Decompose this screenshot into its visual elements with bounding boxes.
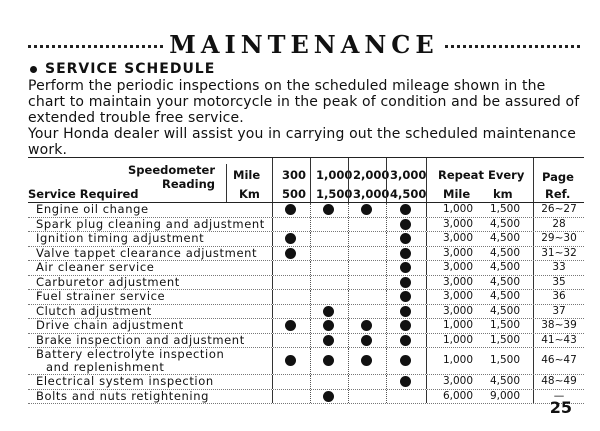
- repeat-km: 4,500: [489, 275, 521, 288]
- grid-line: [310, 334, 311, 348]
- page-title: MAINTENANCE: [169, 29, 439, 59]
- grid-line: [386, 232, 387, 246]
- grid-line: [310, 375, 311, 389]
- service-name-line-1: Bolts and nuts retightening: [36, 388, 209, 403]
- page-ref: 33: [552, 261, 566, 273]
- table-row: [28, 247, 584, 262]
- repeat-mile: 3,000: [442, 304, 474, 317]
- grid-line: [386, 261, 387, 275]
- grid-line: [348, 261, 349, 275]
- grid-line: [272, 158, 273, 202]
- grid-line: [426, 247, 427, 261]
- grid-line: [533, 319, 534, 333]
- grid-line: [533, 232, 534, 246]
- header-mile-col-3: 2,000: [353, 168, 390, 182]
- grid-line: [272, 348, 273, 374]
- intro-paragraph-1: Perform the periodic inspections on the scheduled mileage shown in the chart to maintain your motorcycle in the peak of condition and be assured of extended trouble free service.: [28, 78, 580, 126]
- repeat-mile: 3,000: [442, 232, 474, 244]
- table-header: [28, 158, 584, 203]
- repeat-mile: 6,000: [442, 389, 474, 402]
- grid-line: [348, 334, 349, 348]
- repeat-mile: 3,000: [442, 261, 474, 273]
- table-row: [28, 203, 584, 218]
- repeat-mile: 1,000: [442, 354, 474, 366]
- header-repeat: Repeat: [438, 168, 484, 182]
- header-mile-col-4: 3,000: [390, 168, 427, 182]
- grid-line: [348, 319, 349, 333]
- grid-line: [533, 203, 534, 217]
- schedule-dot: [400, 320, 411, 331]
- grid-line: [426, 305, 427, 319]
- schedule-dot: [285, 233, 296, 244]
- repeat-km: 4,500: [489, 304, 521, 317]
- table-row: [28, 276, 584, 291]
- grid-line: [386, 390, 387, 404]
- repeat-km: 9,000: [489, 389, 521, 402]
- grid-line: [226, 164, 227, 202]
- service-name: [36, 247, 266, 260]
- repeat-mile: 3,000: [442, 375, 474, 387]
- service-name-line-1: Ignition timing adjustment: [36, 231, 205, 245]
- grid-line: [533, 261, 534, 275]
- table-row: [28, 218, 584, 233]
- grid-line: [426, 203, 427, 217]
- grid-line: [533, 375, 534, 389]
- grid-line: [386, 334, 387, 348]
- grid-line: [272, 375, 273, 389]
- service-name: [36, 390, 266, 403]
- header-mile-col-1: 300: [282, 168, 307, 182]
- service-name: [36, 290, 266, 303]
- table-row: [28, 232, 584, 247]
- schedule-dot: [285, 355, 296, 366]
- schedule-dot: [323, 335, 334, 346]
- page-number: 25: [549, 398, 572, 417]
- service-name: [36, 375, 266, 388]
- title-row: [28, 24, 580, 64]
- grid-line: [426, 290, 427, 304]
- header-mile: Mile: [233, 168, 261, 182]
- schedule-dot: [361, 355, 372, 366]
- page-ref: 26~27: [541, 203, 577, 215]
- grid-line: [533, 218, 534, 232]
- schedule-dot: [361, 320, 372, 331]
- grid-line: [426, 319, 427, 333]
- grid-line: [348, 290, 349, 304]
- page-ref: —: [553, 389, 565, 402]
- service-name-line-2: and replenishment: [46, 359, 165, 374]
- grid-line: [533, 290, 534, 304]
- grid-line: [348, 375, 349, 389]
- service-name-line-1: Electrical system inspection: [36, 374, 214, 388]
- page-ref: 37: [552, 304, 566, 317]
- grid-line: [426, 218, 427, 232]
- repeat-km: 4,500: [489, 232, 521, 244]
- grid-line: [310, 232, 311, 246]
- grid-line: [348, 348, 349, 374]
- table-row: [28, 319, 584, 334]
- grid-line: [386, 319, 387, 333]
- grid-line: [386, 276, 387, 290]
- service-name: [36, 305, 266, 318]
- grid-line: [348, 158, 349, 202]
- header-reading: Reading: [162, 177, 216, 191]
- repeat-mile: 3,000: [442, 217, 474, 230]
- grid-line: [272, 218, 273, 232]
- table-row: [28, 390, 584, 405]
- service-name-line-1: Engine oil change: [36, 202, 149, 216]
- intro-text: [28, 78, 584, 158]
- table-row: [28, 334, 584, 349]
- grid-line: [426, 390, 427, 404]
- service-name-line-1: Battery electrolyte inspection: [36, 347, 225, 361]
- repeat-mile: 1,000: [442, 203, 474, 215]
- service-schedule-table: [28, 157, 584, 404]
- page-ref: 29~30: [541, 232, 577, 244]
- service-name-line-1: Drive chain adjustment: [36, 318, 184, 332]
- table-row: [28, 290, 584, 305]
- grid-line: [386, 348, 387, 374]
- service-name-line-1: Valve tappet clearance adjustment: [36, 245, 258, 260]
- table-row: [28, 348, 584, 375]
- schedule-dot: [400, 262, 411, 273]
- schedule-dot: [323, 355, 334, 366]
- service-name-line-1: Fuel strainer service: [36, 289, 166, 303]
- header-repeat-mile: Mile: [443, 187, 471, 201]
- schedule-dot: [285, 320, 296, 331]
- schedule-dot: [400, 291, 411, 302]
- grid-line: [386, 158, 387, 202]
- header-repeat-km: km: [493, 187, 513, 201]
- grid-line: [533, 305, 534, 319]
- header-page: Page: [542, 170, 574, 184]
- grid-line: [272, 276, 273, 290]
- page-ref: 41~43: [541, 333, 577, 346]
- schedule-dot: [400, 335, 411, 346]
- grid-line: [426, 334, 427, 348]
- header-km-col-4: 4,500: [390, 187, 427, 201]
- grid-line: [272, 203, 273, 217]
- grid-line: [310, 319, 311, 333]
- header-speedometer: Speedometer: [128, 163, 215, 177]
- schedule-dot: [285, 204, 296, 215]
- grid-line: [272, 334, 273, 348]
- grid-line: [348, 247, 349, 261]
- repeat-mile: 3,000: [442, 246, 474, 259]
- grid-line: [386, 305, 387, 319]
- schedule-dot: [400, 306, 411, 317]
- page-ref: 38~39: [541, 319, 577, 331]
- header-km-col-3: 3,000: [353, 187, 390, 201]
- grid-line: [533, 348, 534, 374]
- schedule-dot: [285, 248, 296, 259]
- repeat-km: 1,500: [489, 354, 521, 366]
- schedule-dot: [400, 355, 411, 366]
- title-rule-right: [445, 45, 580, 48]
- repeat-mile: 1,000: [442, 333, 474, 346]
- page-ref: 48~49: [541, 375, 577, 387]
- repeat-km: 4,500: [489, 246, 521, 259]
- service-name: [36, 348, 266, 373]
- grid-line: [386, 203, 387, 217]
- page-ref: 31~32: [541, 246, 577, 259]
- repeat-km: 1,500: [489, 333, 521, 346]
- section-heading: [30, 61, 215, 77]
- table-row: [28, 261, 584, 276]
- grid-line: [348, 203, 349, 217]
- grid-line: [426, 276, 427, 290]
- table-row: [28, 375, 584, 390]
- repeat-mile: 3,000: [442, 290, 474, 302]
- grid-line: [310, 247, 311, 261]
- schedule-dot: [323, 391, 334, 402]
- schedule-dot: [323, 204, 334, 215]
- section-title: SERVICE SCHEDULE: [45, 61, 216, 77]
- grid-line: [310, 158, 311, 202]
- schedule-dot: [400, 376, 411, 387]
- grid-line: [426, 232, 427, 246]
- bullet-icon: [30, 66, 37, 73]
- grid-line: [272, 247, 273, 261]
- schedule-dot: [361, 204, 372, 215]
- grid-line: [272, 290, 273, 304]
- grid-line: [348, 276, 349, 290]
- grid-line: [426, 348, 427, 374]
- grid-line: [386, 375, 387, 389]
- header-km-col-2: 1,500: [316, 187, 353, 201]
- repeat-km: 4,500: [489, 261, 521, 273]
- service-name-line-1: Clutch adjustment: [36, 303, 152, 318]
- repeat-mile: 1,000: [442, 319, 474, 331]
- grid-line: [310, 348, 311, 374]
- page-ref: 36: [552, 290, 566, 302]
- page-ref: 28: [552, 217, 566, 230]
- schedule-dot: [400, 277, 411, 288]
- grid-line: [386, 218, 387, 232]
- grid-line: [348, 218, 349, 232]
- page-ref: 46~47: [541, 354, 577, 366]
- grid-line: [272, 390, 273, 404]
- title-rule-left: [28, 45, 163, 48]
- service-name: [36, 261, 266, 274]
- grid-line: [272, 261, 273, 275]
- header-km-col-1: 500: [282, 187, 307, 201]
- repeat-km: 4,500: [489, 217, 521, 230]
- service-name-line-1: Brake inspection and adjustment: [36, 332, 245, 347]
- grid-line: [310, 218, 311, 232]
- grid-line: [310, 276, 311, 290]
- repeat-km: 1,500: [489, 203, 521, 215]
- header-ref: Ref.: [545, 187, 571, 201]
- grid-line: [272, 319, 273, 333]
- header-mile-col-2: 1,000: [316, 168, 353, 182]
- table-row: [28, 305, 584, 320]
- schedule-dot: [400, 248, 411, 259]
- grid-line: [533, 247, 534, 261]
- repeat-km: 1,500: [489, 319, 521, 331]
- header-service-required: Service Required: [28, 187, 139, 201]
- grid-line: [348, 232, 349, 246]
- grid-line: [426, 261, 427, 275]
- service-name: [36, 232, 266, 245]
- grid-line: [310, 290, 311, 304]
- service-name-line-1: Spark plug cleaning and adjustment: [36, 216, 265, 231]
- grid-line: [533, 334, 534, 348]
- grid-line: [272, 305, 273, 319]
- repeat-km: 4,500: [489, 375, 521, 387]
- grid-line: [426, 158, 427, 202]
- schedule-dot: [400, 204, 411, 215]
- service-name-line-1: Carburetor adjustment: [36, 274, 180, 289]
- grid-line: [533, 158, 534, 202]
- schedule-dot: [361, 335, 372, 346]
- header-km: Km: [239, 187, 260, 201]
- grid-line: [386, 247, 387, 261]
- service-name: [36, 218, 266, 231]
- schedule-dot: [400, 219, 411, 230]
- service-name: [36, 203, 266, 216]
- grid-line: [310, 203, 311, 217]
- grid-line: [426, 375, 427, 389]
- service-name-line-1: Air cleaner service: [36, 260, 155, 274]
- repeat-km: 4,500: [489, 290, 521, 302]
- schedule-dot: [323, 320, 334, 331]
- grid-line: [348, 305, 349, 319]
- grid-line: [272, 232, 273, 246]
- schedule-dot: [323, 306, 334, 317]
- service-name: [36, 334, 266, 347]
- repeat-mile: 3,000: [442, 275, 474, 288]
- service-name: [36, 319, 266, 332]
- grid-line: [533, 390, 534, 404]
- grid-line: [386, 290, 387, 304]
- grid-line: [310, 261, 311, 275]
- header-every: Every: [488, 168, 525, 182]
- grid-line: [310, 390, 311, 404]
- page-ref: 35: [552, 275, 566, 288]
- table-body: [28, 203, 584, 404]
- service-name: [36, 276, 266, 289]
- grid-line: [310, 305, 311, 319]
- grid-line: [533, 276, 534, 290]
- schedule-dot: [400, 233, 411, 244]
- grid-line: [348, 390, 349, 404]
- intro-paragraph-2: Your Honda dealer will assist you in carrying out the scheduled maintenance work.: [28, 126, 577, 158]
